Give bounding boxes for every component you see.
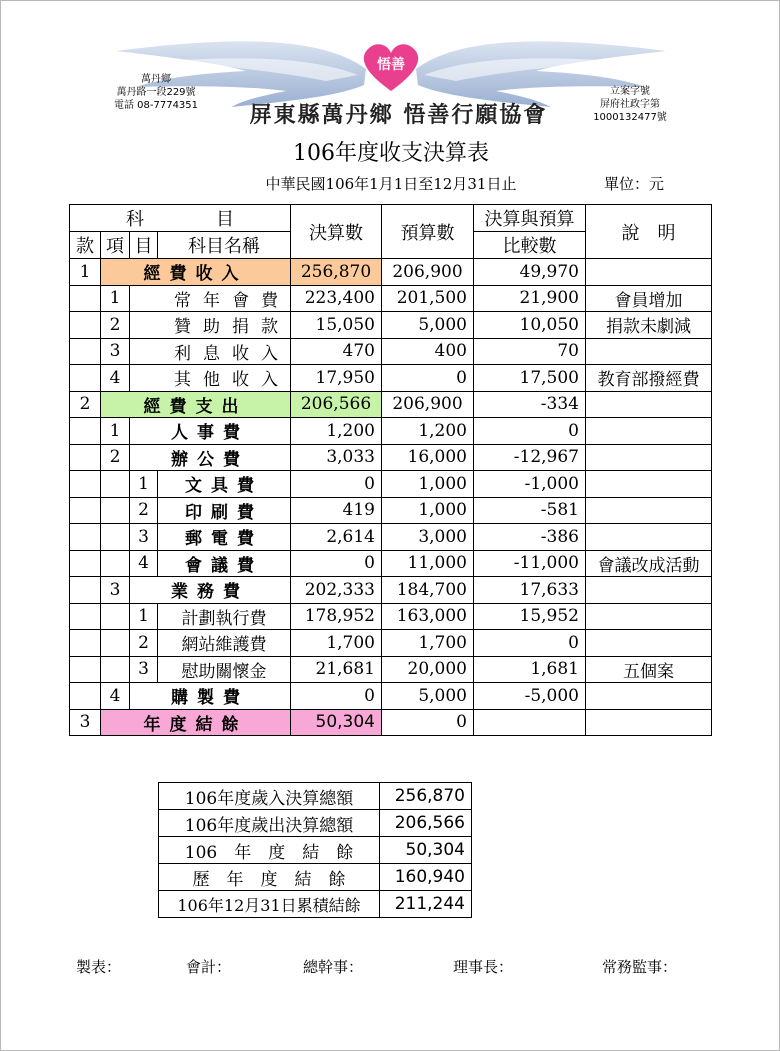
diff-cell: -1,000 — [474, 471, 586, 498]
diff-cell: 17,500 — [474, 365, 586, 392]
table-row — [70, 709, 712, 736]
actual-cell: 223,400 — [291, 285, 382, 312]
xiang-cell — [101, 630, 130, 657]
summary-row — [159, 783, 472, 810]
summary-row — [159, 810, 472, 837]
xiang-cell: 4 — [101, 365, 130, 392]
table-row — [70, 656, 712, 683]
table-row — [70, 577, 712, 604]
section-name-cell: 經費收入 — [101, 259, 291, 286]
sub-item-name-cell: 網站維護費 — [158, 630, 291, 657]
actual-cell: 202,333 — [291, 577, 382, 604]
name-header: 科目名稱 — [158, 232, 291, 259]
xiang-cell: 1 — [101, 285, 130, 312]
table-row — [70, 312, 712, 339]
budget-cell: 16,000 — [382, 444, 474, 471]
diff-cell: 49,970 — [474, 259, 586, 286]
budget-cell: 1,000 — [382, 497, 474, 524]
actual-cell: 470 — [291, 338, 382, 365]
actual-cell: 21,681 — [291, 656, 382, 683]
document-title: 106年度收支決算表 — [293, 141, 489, 166]
item-name-cell: 業務費 — [130, 577, 291, 604]
mu-cell: 2 — [130, 630, 158, 657]
item-name-cell: 辦公費 — [130, 444, 291, 471]
xiang-cell: 3 — [101, 577, 130, 604]
diff-cell: 17,633 — [474, 577, 586, 604]
mu-cell: 4 — [130, 550, 158, 577]
actual-cell: 15,050 — [291, 312, 382, 339]
org-phone: 電話 08-7774351 — [113, 100, 199, 111]
signature-secretary-general: 總幹事： — [303, 958, 364, 976]
table-row — [70, 338, 712, 365]
compare-header-top: 決算與預算 — [474, 205, 586, 232]
sub-item-name-cell: 計劃執行費 — [158, 603, 291, 630]
table-row — [70, 259, 712, 286]
note-cell: 會員增加 — [586, 285, 712, 312]
mu-cell: 1 — [130, 603, 158, 630]
diff-cell: 0 — [474, 630, 586, 657]
table-row — [70, 550, 712, 577]
sub-item-name-cell: 郵電費 — [158, 524, 291, 551]
budget-cell: 0 — [382, 365, 474, 392]
diff-cell: 10,050 — [474, 312, 586, 339]
xiang-cell: 1 — [101, 418, 130, 445]
diff-cell: 15,952 — [474, 603, 586, 630]
item-name-cell: 贊助捐款 — [130, 312, 291, 339]
summary-value: 256,870 — [380, 783, 472, 810]
xiang-cell — [101, 497, 130, 524]
xiang-cell: 2 — [101, 444, 130, 471]
note-cell — [586, 391, 712, 418]
org-address-block — [101, 73, 211, 112]
org-township: 萬丹鄉 — [141, 74, 171, 85]
note-cell — [586, 577, 712, 604]
kuan-cell: 2 — [70, 391, 101, 418]
note-cell — [586, 683, 712, 710]
sub-item-name-cell: 慰助關懷金 — [158, 656, 291, 683]
actual-cell: 3,033 — [291, 444, 382, 471]
budget-header: 預算數 — [382, 205, 474, 259]
kuan-cell — [70, 312, 101, 339]
item-name-cell: 人事費 — [130, 418, 291, 445]
budget-cell: 11,000 — [382, 550, 474, 577]
budget-cell: 400 — [382, 338, 474, 365]
table-header-row-top — [70, 205, 712, 232]
actual-cell: 0 — [291, 683, 382, 710]
section-name-cell: 經費支出 — [101, 391, 291, 418]
kuan-cell: 1 — [70, 259, 101, 286]
item-name-cell: 常年會費 — [130, 285, 291, 312]
actual-cell: 178,952 — [291, 603, 382, 630]
kuan-cell — [70, 285, 101, 312]
sub-item-name-cell: 會議費 — [158, 550, 291, 577]
signature-preparer: 製表： — [76, 958, 122, 976]
diff-cell: 70 — [474, 338, 586, 365]
org-name: 屏東縣萬丹鄉 悟善行願協會 — [249, 103, 548, 128]
mu-cell: 3 — [130, 656, 158, 683]
kuan-cell — [70, 497, 101, 524]
budget-cell: 1,700 — [382, 630, 474, 657]
budget-cell: 206,900 — [382, 259, 474, 286]
table-row — [70, 285, 712, 312]
item-name-cell: 購製費 — [130, 683, 291, 710]
diff-cell: -581 — [474, 497, 586, 524]
summary-label: 106年12月31日累積結餘 — [159, 891, 380, 918]
mu-cell: 3 — [130, 524, 158, 551]
mu-header: 目 — [130, 232, 158, 259]
diff-cell: -5,000 — [474, 683, 586, 710]
summary-value: 206,566 — [380, 810, 472, 837]
note-cell — [586, 444, 712, 471]
budget-cell: 0 — [382, 709, 474, 736]
budget-cell: 1,000 — [382, 471, 474, 498]
budget-cell: 3,000 — [382, 524, 474, 551]
kuan-cell — [70, 603, 101, 630]
summary-value: 211,244 — [380, 891, 472, 918]
kuan-cell — [70, 656, 101, 683]
signature-accountant: 會計： — [186, 958, 232, 976]
budget-cell: 5,000 — [382, 312, 474, 339]
note-cell — [586, 259, 712, 286]
item-name-cell: 其他收入 — [130, 365, 291, 392]
table-row — [70, 471, 712, 498]
budget-cell: 163,000 — [382, 603, 474, 630]
diff-cell: 0 — [474, 418, 586, 445]
note-cell — [586, 497, 712, 524]
diff-cell: 21,900 — [474, 285, 586, 312]
budget-cell: 206,900 — [382, 391, 474, 418]
table-row — [70, 365, 712, 392]
note-cell — [586, 603, 712, 630]
note-header: 說 明 — [586, 205, 712, 259]
kuan-cell — [70, 630, 101, 657]
actual-cell: 17,950 — [291, 365, 382, 392]
section-name-cell: 年度結餘 — [101, 709, 291, 736]
budget-cell: 184,700 — [382, 577, 474, 604]
actual-cell: 50,304 — [291, 709, 382, 736]
budget-cell: 5,000 — [382, 683, 474, 710]
table-row — [70, 630, 712, 657]
registration-prefix: 屏府社政字第 — [600, 99, 660, 110]
registration-number: 1000132477號 — [593, 112, 667, 123]
note-cell: 教育部撥經費 — [586, 365, 712, 392]
summary-row — [159, 837, 472, 864]
xiang-cell: 3 — [101, 338, 130, 365]
summary-label: 106年度歲出決算總額 — [159, 810, 380, 837]
note-cell — [586, 338, 712, 365]
mu-cell: 2 — [130, 497, 158, 524]
xiang-cell — [101, 471, 130, 498]
xiang-cell — [101, 524, 130, 551]
kuan-cell — [70, 524, 101, 551]
logo-text: 悟善 — [377, 57, 405, 73]
actual-cell: 206,566 — [291, 391, 382, 418]
summary-value: 160,940 — [380, 864, 472, 891]
budget-cell: 201,500 — [382, 285, 474, 312]
summary-label: 歷 年 度 結 餘 — [159, 864, 380, 891]
note-cell — [586, 709, 712, 736]
signature-chairman: 理事長： — [453, 958, 514, 976]
item-name-cell: 利息收入 — [130, 338, 291, 365]
compare-header-bottom: 比較數 — [474, 232, 586, 259]
diff-cell: -11,000 — [474, 550, 586, 577]
summary-label: 106 年 度 結 餘 — [159, 837, 380, 864]
actual-cell: 256,870 — [291, 259, 382, 286]
table-row — [70, 683, 712, 710]
summary-row — [159, 891, 472, 918]
actual-cell: 1,200 — [291, 418, 382, 445]
summary-row — [159, 864, 472, 891]
table-row — [70, 418, 712, 445]
signature-standing-supervisor: 常務監事： — [602, 958, 678, 976]
currency-unit: 單位：元 — [604, 175, 665, 193]
xiang-cell — [101, 656, 130, 683]
kuan-cell — [70, 550, 101, 577]
actual-cell: 0 — [291, 550, 382, 577]
note-cell — [586, 524, 712, 551]
actual-cell: 2,614 — [291, 524, 382, 551]
budget-cell: 1,200 — [382, 418, 474, 445]
note-cell: 會議改成活動 — [586, 550, 712, 577]
kuan-cell — [70, 471, 101, 498]
date-range: 中華民國106年1月1日至12月31日止 — [265, 175, 517, 193]
budget-table — [69, 204, 712, 736]
note-cell: 五個案 — [586, 656, 712, 683]
kuan-cell: 3 — [70, 709, 101, 736]
diff-cell — [474, 709, 586, 736]
actual-cell: 419 — [291, 497, 382, 524]
kuan-cell — [70, 338, 101, 365]
actual-cell: 0 — [291, 471, 382, 498]
xiang-cell — [101, 603, 130, 630]
registration-label: 立案字號 — [610, 86, 650, 97]
diff-cell: 1,681 — [474, 656, 586, 683]
table-row — [70, 497, 712, 524]
xiang-cell — [101, 550, 130, 577]
summary-table — [158, 782, 472, 918]
mu-cell: 1 — [130, 471, 158, 498]
note-cell: 捐款未劇減 — [586, 312, 712, 339]
table-row — [70, 524, 712, 551]
table-row — [70, 603, 712, 630]
kuan-cell — [70, 683, 101, 710]
actual-cell: 1,700 — [291, 630, 382, 657]
sub-item-name-cell: 文具費 — [158, 471, 291, 498]
org-address: 萬丹路一段229號 — [116, 87, 196, 98]
summary-label: 106年度歲入決算總額 — [159, 783, 380, 810]
org-registration-block — [586, 85, 674, 124]
xiang-header: 項 — [101, 232, 130, 259]
kuan-cell — [70, 444, 101, 471]
summary-value: 50,304 — [380, 837, 472, 864]
diff-cell: -386 — [474, 524, 586, 551]
kuan-header: 款 — [70, 232, 101, 259]
xiang-cell: 4 — [101, 683, 130, 710]
kuan-cell — [70, 365, 101, 392]
note-cell — [586, 630, 712, 657]
diff-cell: -12,967 — [474, 444, 586, 471]
subject-header: 科 目 — [70, 205, 291, 232]
budget-cell: 20,000 — [382, 656, 474, 683]
xiang-cell: 2 — [101, 312, 130, 339]
diff-cell: -334 — [474, 391, 586, 418]
kuan-cell — [70, 418, 101, 445]
table-row — [70, 444, 712, 471]
kuan-cell — [70, 577, 101, 604]
note-cell — [586, 471, 712, 498]
actual-header: 決算數 — [291, 205, 382, 259]
table-row — [70, 391, 712, 418]
note-cell — [586, 418, 712, 445]
sub-item-name-cell: 印刷費 — [158, 497, 291, 524]
